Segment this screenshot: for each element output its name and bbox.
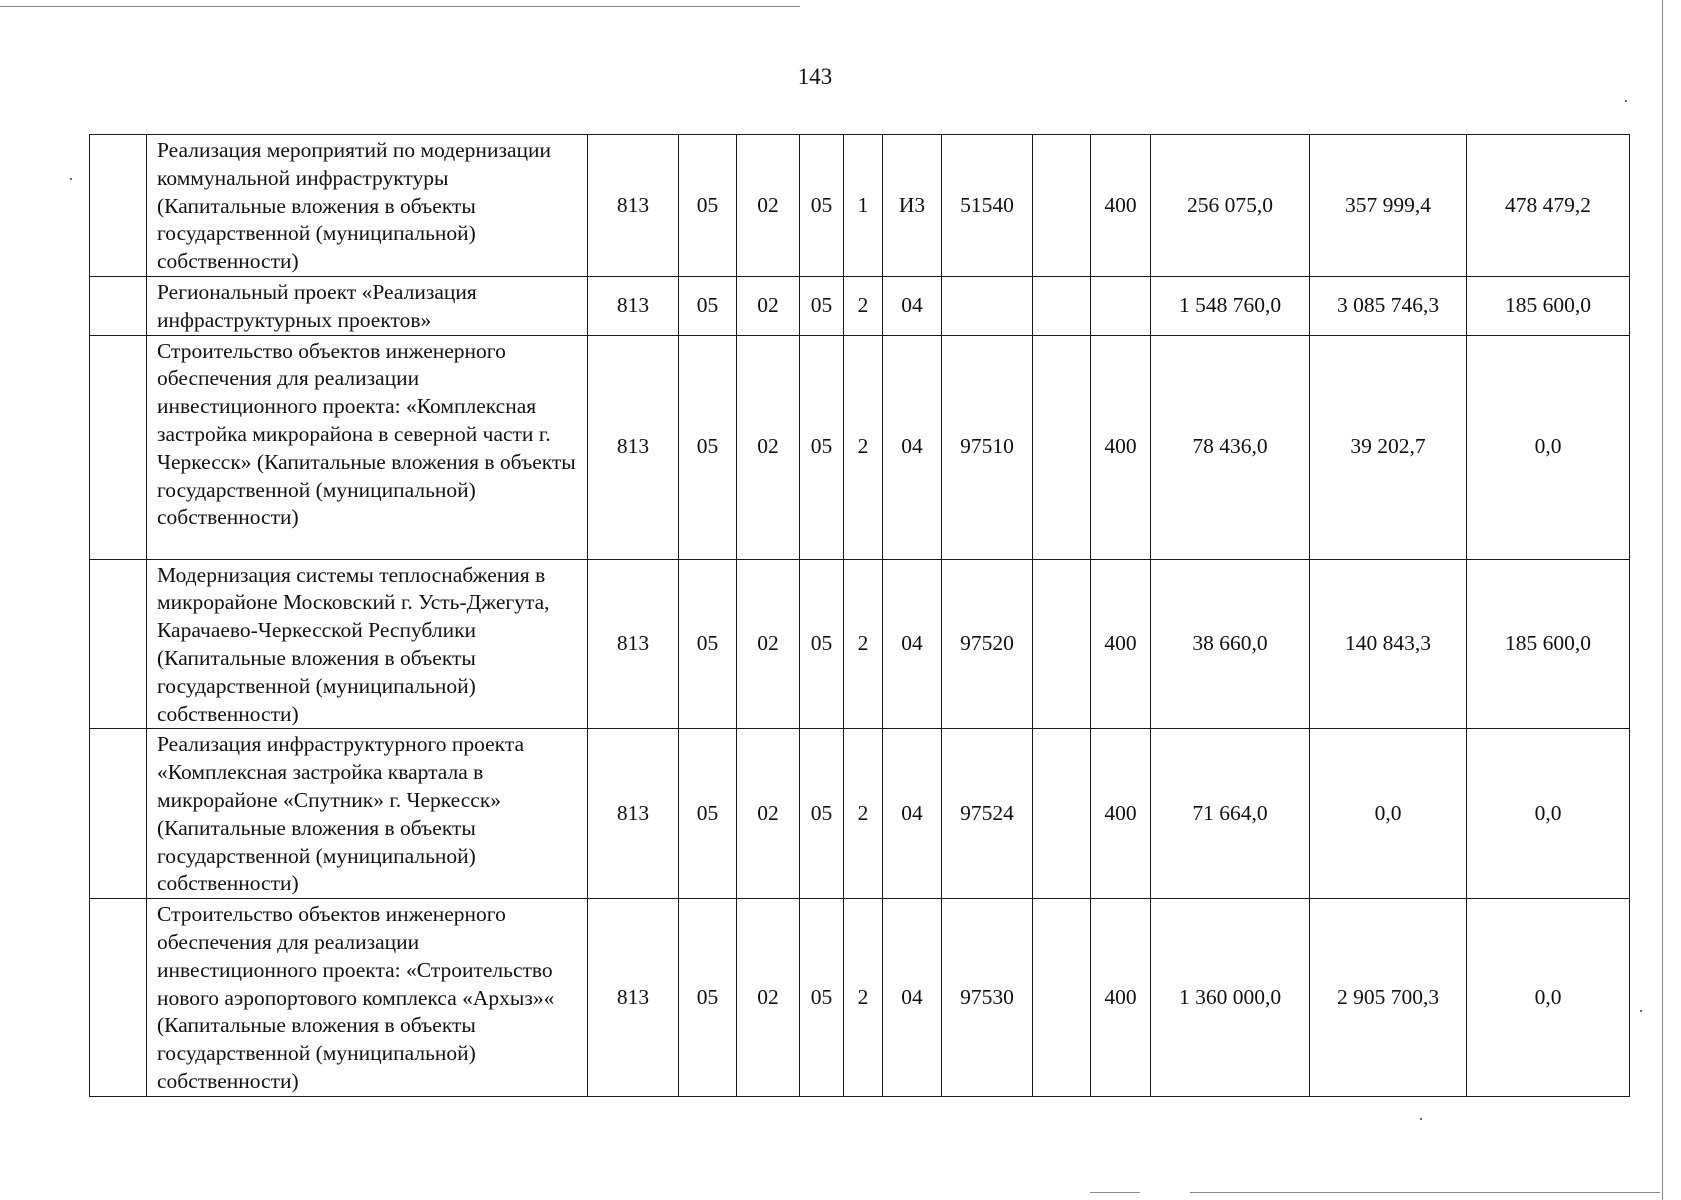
ministry-code: 813	[588, 729, 679, 899]
budget-table	[89, 134, 1630, 1097]
sum-year-1: 78 436,0	[1151, 335, 1310, 559]
ministry-code: 813	[588, 559, 679, 729]
expense-type: 400	[1091, 899, 1151, 1097]
table-row	[90, 559, 1630, 729]
row-name: Модернизация системы теплоснабжения в микрорайоне Московский г. Усть-Джегута, Карачаево-Черкесской Республики (Капитальные вложения в объекты государственной (муниципальной) собственности)	[147, 559, 588, 729]
subprogram-code: 2	[844, 276, 883, 335]
extra-cell	[1033, 559, 1091, 729]
ministry-code: 813	[588, 899, 679, 1097]
subprogram-code: 2	[844, 899, 883, 1097]
row-name: Региональный проект «Реализация инфраструктурных проектов»	[147, 276, 588, 335]
empty-cell	[90, 135, 147, 277]
program-code: 05	[800, 276, 844, 335]
page-number: 143	[797, 64, 833, 89]
sum-year-3: 185 600,0	[1467, 276, 1630, 335]
sum-year-1: 71 664,0	[1151, 729, 1310, 899]
sum-year-1: 256 075,0	[1151, 135, 1310, 277]
subsection-code: 02	[737, 559, 800, 729]
event-code: И3	[883, 135, 942, 277]
expense-type: 400	[1091, 729, 1151, 899]
subprogram-code: 1	[844, 135, 883, 277]
section-code: 05	[679, 559, 737, 729]
table-row	[90, 729, 1630, 899]
subprogram-code: 2	[844, 729, 883, 899]
sum-year-3: 478 479,2	[1467, 135, 1630, 277]
program-code: 05	[800, 729, 844, 899]
ministry-code: 813	[588, 135, 679, 277]
direction-code: 51540	[942, 135, 1033, 277]
scan-bottom-line	[1190, 1192, 1660, 1193]
event-code: 04	[883, 559, 942, 729]
sum-year-2: 140 843,3	[1310, 559, 1467, 729]
section-code: 05	[679, 335, 737, 559]
row-name: Строительство объектов инженерного обеспечения для реализации инвестиционного проекта: «Строительство нового аэропортового комплекса «Архыз»« (Капитальные вложения в объекты государственной (муниципальной) собственности)	[147, 899, 588, 1097]
extra-cell	[1033, 899, 1091, 1097]
subsection-code: 02	[737, 899, 800, 1097]
row-name: Реализация мероприятий по модернизации коммунальной инфраструктуры (Капитальные вложения в объекты государственной (муниципальной) собственности)	[147, 135, 588, 277]
subsection-code: 02	[737, 135, 800, 277]
direction-code: 97510	[942, 335, 1033, 559]
scan-top-line	[0, 6, 800, 7]
empty-cell	[90, 899, 147, 1097]
scan-bottom-dash	[1090, 1192, 1140, 1193]
empty-cell	[90, 276, 147, 335]
extra-cell	[1033, 335, 1091, 559]
event-code: 04	[883, 899, 942, 1097]
direction-code: 97524	[942, 729, 1033, 899]
table-row	[90, 335, 1630, 559]
event-code: 04	[883, 729, 942, 899]
extra-cell	[1033, 276, 1091, 335]
sum-year-3: 0,0	[1467, 729, 1630, 899]
section-code: 05	[679, 899, 737, 1097]
table-row	[90, 135, 1630, 277]
sum-year-2: 3 085 746,3	[1310, 276, 1467, 335]
subprogram-code: 2	[844, 559, 883, 729]
subsection-code: 02	[737, 729, 800, 899]
sum-year-1: 38 660,0	[1151, 559, 1310, 729]
sum-year-1: 1 360 000,0	[1151, 899, 1310, 1097]
expense-type: 400	[1091, 559, 1151, 729]
event-code: 04	[883, 335, 942, 559]
sum-year-2: 39 202,7	[1310, 335, 1467, 559]
empty-cell	[90, 729, 147, 899]
expense-type	[1091, 276, 1151, 335]
row-name: Реализация инфраструктурного проекта «Комплексная застройка квартала в микрорайоне «Спутник» г. Черкесск» (Капитальные вложения в объекты государственной (муниципальной) собственности)	[147, 729, 588, 899]
program-code: 05	[800, 135, 844, 277]
scan-speck	[1420, 1118, 1422, 1120]
scan-speck	[1640, 1010, 1642, 1012]
subsection-code: 02	[737, 335, 800, 559]
program-code: 05	[800, 899, 844, 1097]
direction-code: 97530	[942, 899, 1033, 1097]
section-code: 05	[679, 729, 737, 899]
program-code: 05	[800, 335, 844, 559]
scan-speck	[1625, 100, 1627, 102]
ministry-code: 813	[588, 335, 679, 559]
sum-year-2: 2 905 700,3	[1310, 899, 1467, 1097]
sum-year-1: 1 548 760,0	[1151, 276, 1310, 335]
extra-cell	[1033, 135, 1091, 277]
table-row	[90, 276, 1630, 335]
expense-type: 400	[1091, 335, 1151, 559]
expense-type: 400	[1091, 135, 1151, 277]
direction-code	[942, 276, 1033, 335]
scan-speck	[70, 178, 72, 180]
sum-year-2: 0,0	[1310, 729, 1467, 899]
sum-year-3: 0,0	[1467, 335, 1630, 559]
subprogram-code: 2	[844, 335, 883, 559]
direction-code: 97520	[942, 559, 1033, 729]
table-row	[90, 899, 1630, 1097]
sum-year-3: 185 600,0	[1467, 559, 1630, 729]
sum-year-3: 0,0	[1467, 899, 1630, 1097]
scan-right-border	[1662, 0, 1663, 1200]
program-code: 05	[800, 559, 844, 729]
section-code: 05	[679, 135, 737, 277]
sum-year-2: 357 999,4	[1310, 135, 1467, 277]
section-code: 05	[679, 276, 737, 335]
empty-cell	[90, 335, 147, 559]
row-name: Строительство объектов инженерного обеспечения для реализации инвестиционного проекта: «Комплексная застройка микрорайона в северной части г. Черкесск» (Капитальные вложения в объекты государственной (муниципальной) собственности)	[147, 335, 588, 559]
subsection-code: 02	[737, 276, 800, 335]
event-code: 04	[883, 276, 942, 335]
extra-cell	[1033, 729, 1091, 899]
ministry-code: 813	[588, 276, 679, 335]
empty-cell	[90, 559, 147, 729]
